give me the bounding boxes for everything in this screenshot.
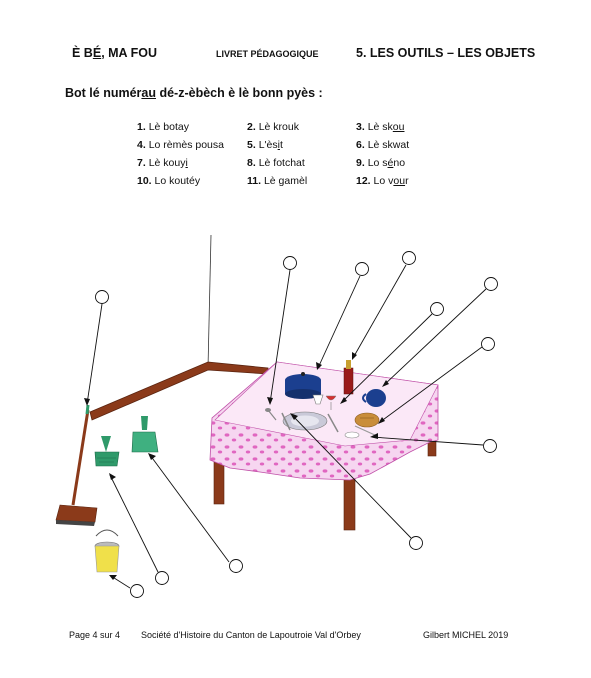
label-circle (485, 278, 498, 291)
label-circle (156, 572, 169, 585)
bottle (344, 368, 353, 394)
table-leg (344, 472, 355, 530)
vocab-item-7: 7. Lè kouyi (137, 157, 188, 169)
vocab-item-2: 2. Lè krouk (247, 121, 299, 133)
footer-society: Société d'Histoire du Canton de Lapoutroie Val d'Orbey (141, 630, 361, 640)
hand-brush (101, 436, 111, 452)
wall-corner-line (208, 235, 211, 368)
label-circle (230, 560, 243, 573)
vocab-item-5: 5. L'èsit (247, 139, 283, 151)
table-leg (214, 462, 224, 504)
vocab-item-1: 1. Lè botay (137, 121, 189, 133)
instruction: Bot lé numérau dé-z-èbèch è lè bonn pyès : (65, 86, 323, 100)
dustpan-handle (141, 416, 148, 430)
label-circle (356, 263, 369, 276)
jug (366, 389, 386, 407)
vocab-item-9: 9. Lo séno (356, 157, 406, 169)
footer-author: Gilbert MICHEL 2019 (423, 630, 509, 640)
vocab-item-11: 11. Lè gamèl (247, 175, 308, 187)
vocab-item-10: 10. Lo koutéy (137, 175, 201, 187)
label-circle (284, 257, 297, 270)
bucket (95, 546, 119, 572)
broom-head (56, 505, 97, 522)
vocab-item-4: 4. Lo rèmès pousa (137, 139, 224, 151)
bucket-handle (96, 530, 118, 536)
vocab-item-12: 12. Lo vour (356, 175, 409, 187)
header-center: LIVRET PÉDAGOGIQUE (216, 49, 319, 59)
footer-page: Page 4 sur 4 (69, 630, 121, 640)
label-circle (484, 440, 497, 453)
label-circle (131, 585, 144, 598)
label-circle (96, 291, 109, 304)
label-circle (410, 537, 423, 550)
label-circle (431, 303, 444, 316)
header-left: È BÉ, MA FOU (72, 46, 157, 60)
vocab-item-3: 3. Lè skou (356, 121, 405, 133)
vocab-item-8: 8. Lè fotchat (247, 157, 305, 169)
cup (345, 432, 359, 438)
bread (355, 413, 379, 427)
broom-handle (73, 410, 88, 505)
label-circle (403, 252, 416, 265)
vocab-item-6: 6. Lè skwat (356, 139, 410, 151)
header-right: 5. LES OUTILS – LES OBJETS (356, 46, 536, 60)
label-circle (482, 338, 495, 351)
dustpan (132, 432, 158, 452)
